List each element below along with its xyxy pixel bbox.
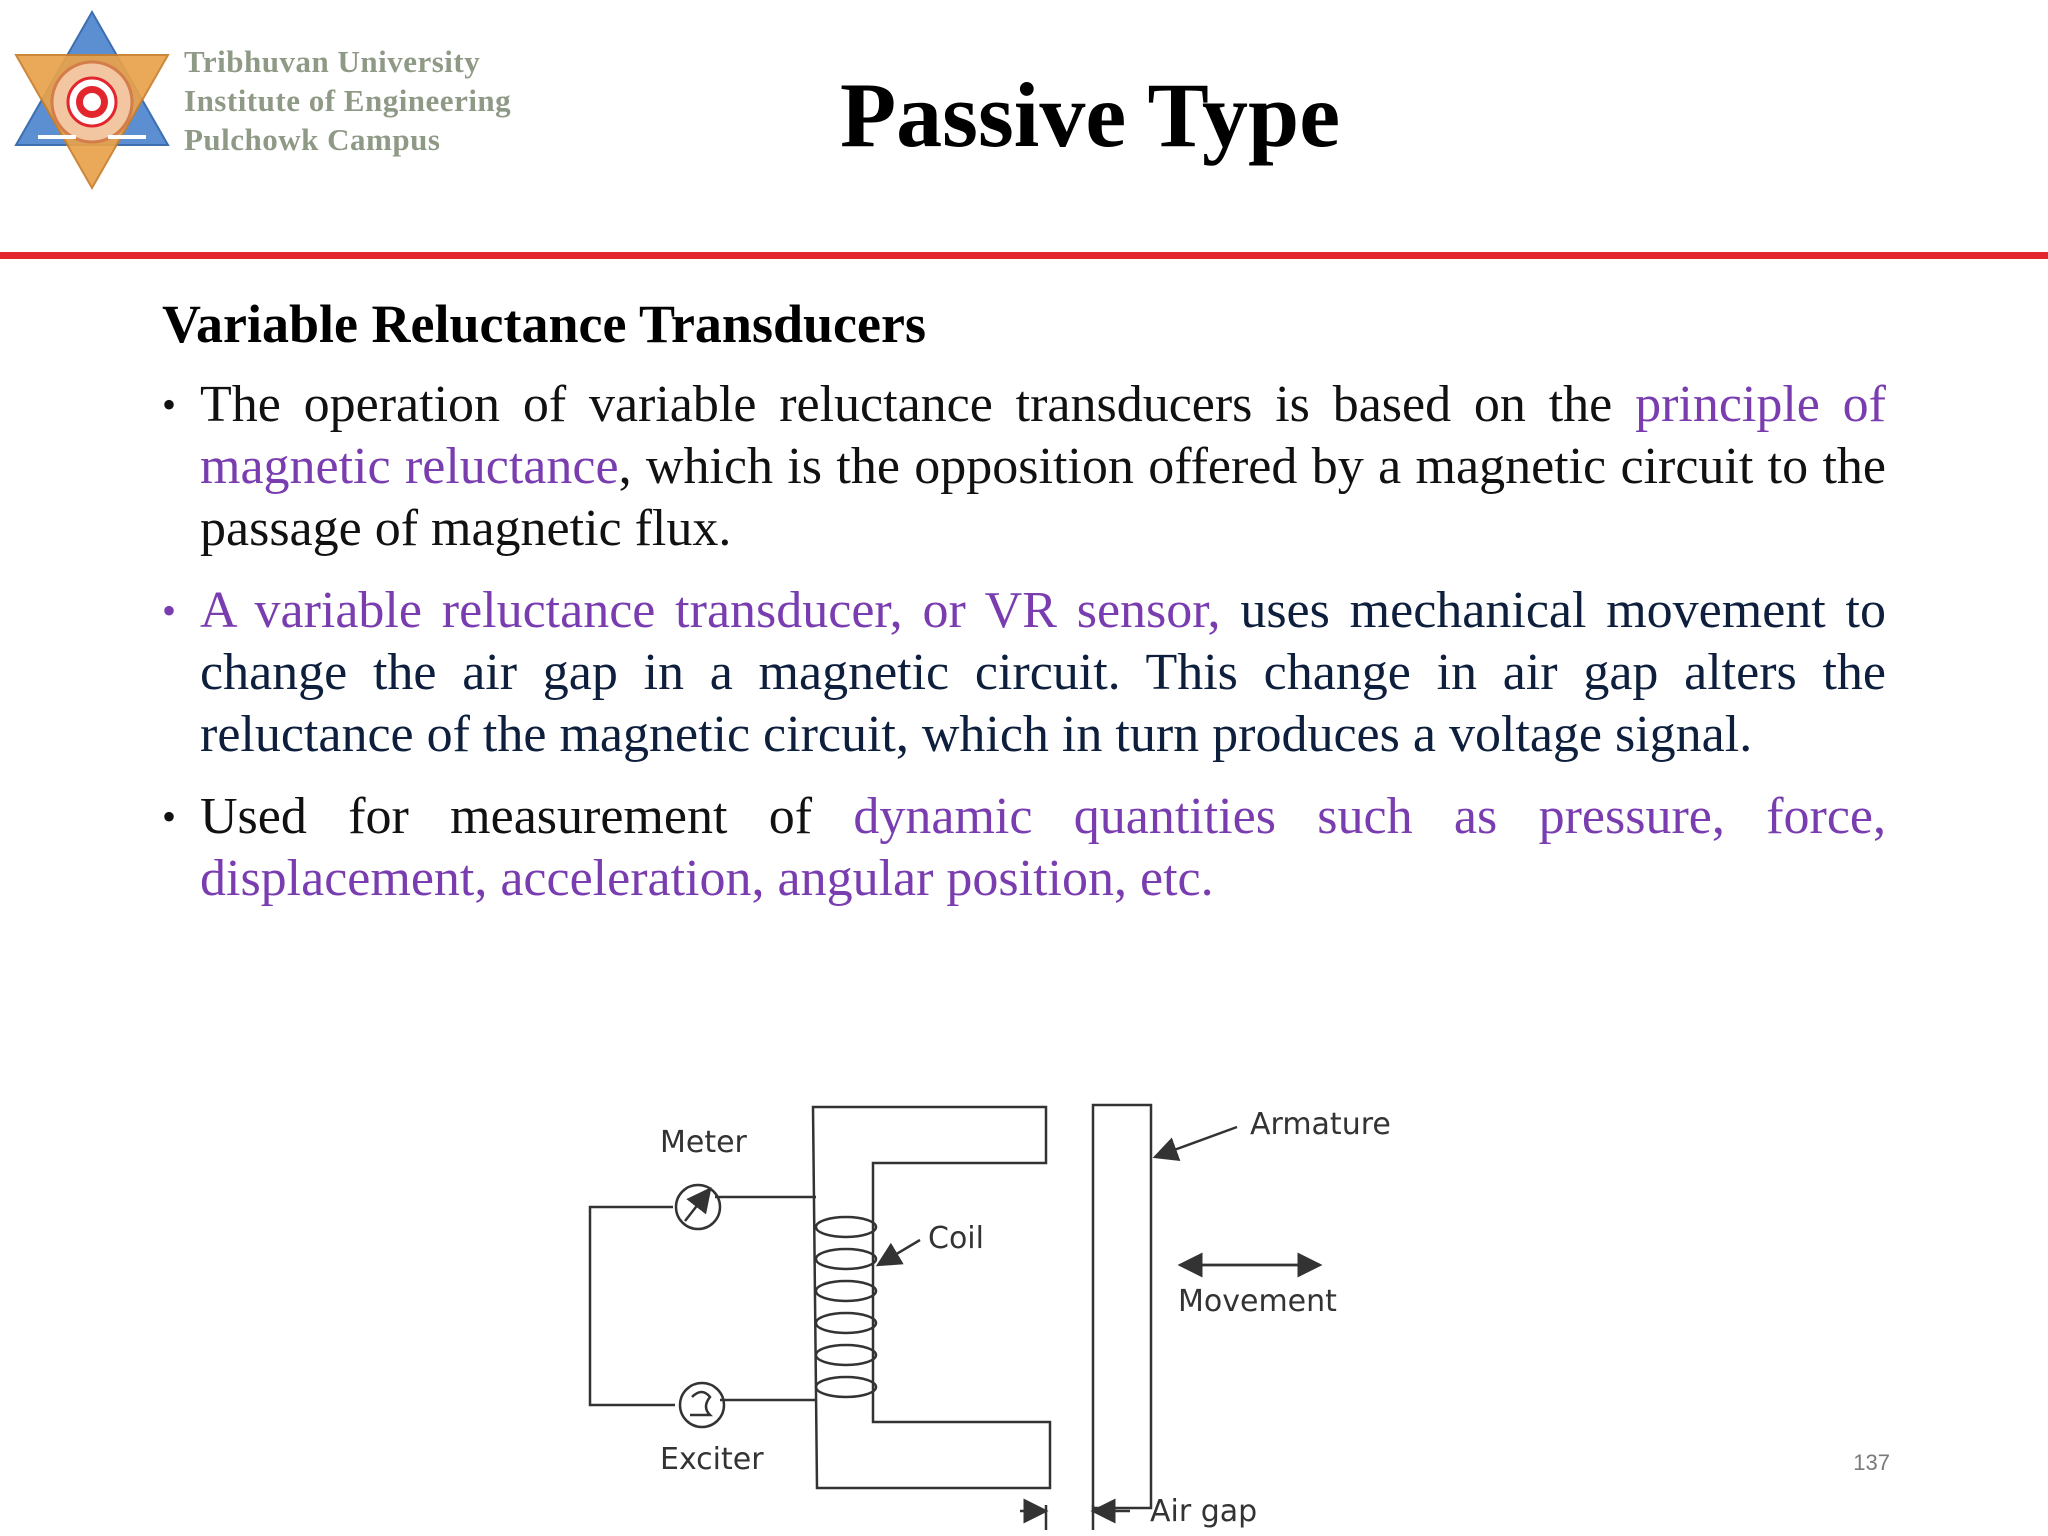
institution-line-university: Tribhuvan University <box>184 44 481 79</box>
coil-windings <box>816 1217 876 1397</box>
variable-reluctance-transducer-diagram <box>560 1075 1440 1536</box>
bullet-item <box>162 580 1886 766</box>
header-divider <box>0 252 2048 259</box>
meter-label: Meter <box>660 1125 747 1160</box>
institution-logo-block <box>0 0 610 200</box>
armature-label: Armature <box>1250 1107 1391 1142</box>
bullet-marker: • <box>162 588 177 633</box>
armature-bar <box>1093 1105 1151 1508</box>
bullet-item <box>162 374 1886 560</box>
bullet-text-segment: The operation of variable reluctance transducers is based on the <box>200 376 1636 433</box>
bullet-item <box>162 786 1886 910</box>
bullet-list <box>162 374 1886 930</box>
exciter-icon <box>680 1383 724 1427</box>
air-gap-label: Air gap <box>1150 1494 1258 1529</box>
meter-icon <box>676 1185 720 1229</box>
bullet-text-segment: , which is the opposition offered by a magnetic circuit to the passage of magnetic flux. <box>200 438 1886 557</box>
bullet-highlight-segment: A variable reluctance transducer, or VR sensor, <box>200 582 1221 639</box>
institution-line-campus: Pulchowk Campus <box>184 122 441 157</box>
institution-line-institute: Institute of Engineering <box>184 83 512 118</box>
magnetic-core <box>813 1107 1050 1488</box>
bullet-text-segment: uses mechanical movement to change the air gap in a magnetic circuit. This change in air gap alters the reluctance of the magnetic circuit, which in turn produces a voltage signal. <box>200 582 1886 763</box>
page-number: 137 <box>1853 1450 1890 1475</box>
bullet-marker: • <box>162 794 177 839</box>
exciter-label: Exciter <box>660 1442 764 1477</box>
bullet-highlight-segment: principle of magnetic reluctance <box>200 376 1887 495</box>
coil-label: Coil <box>928 1221 984 1256</box>
circuit-wire <box>590 1207 675 1405</box>
movement-label: Movement <box>1178 1284 1337 1319</box>
bullet-highlight-segment: dynamic quantities such as pressure, force, displacement, acceleration, angular position, etc. <box>200 788 1886 907</box>
tribhuvan-university-emblem-icon <box>8 10 176 190</box>
section-heading: Variable Reluctance Transducers <box>162 294 926 354</box>
slide-title: Passive Type <box>839 64 1341 166</box>
bullet-marker: • <box>162 382 177 427</box>
bullet-text-segment: Used for measurement of <box>200 788 854 845</box>
